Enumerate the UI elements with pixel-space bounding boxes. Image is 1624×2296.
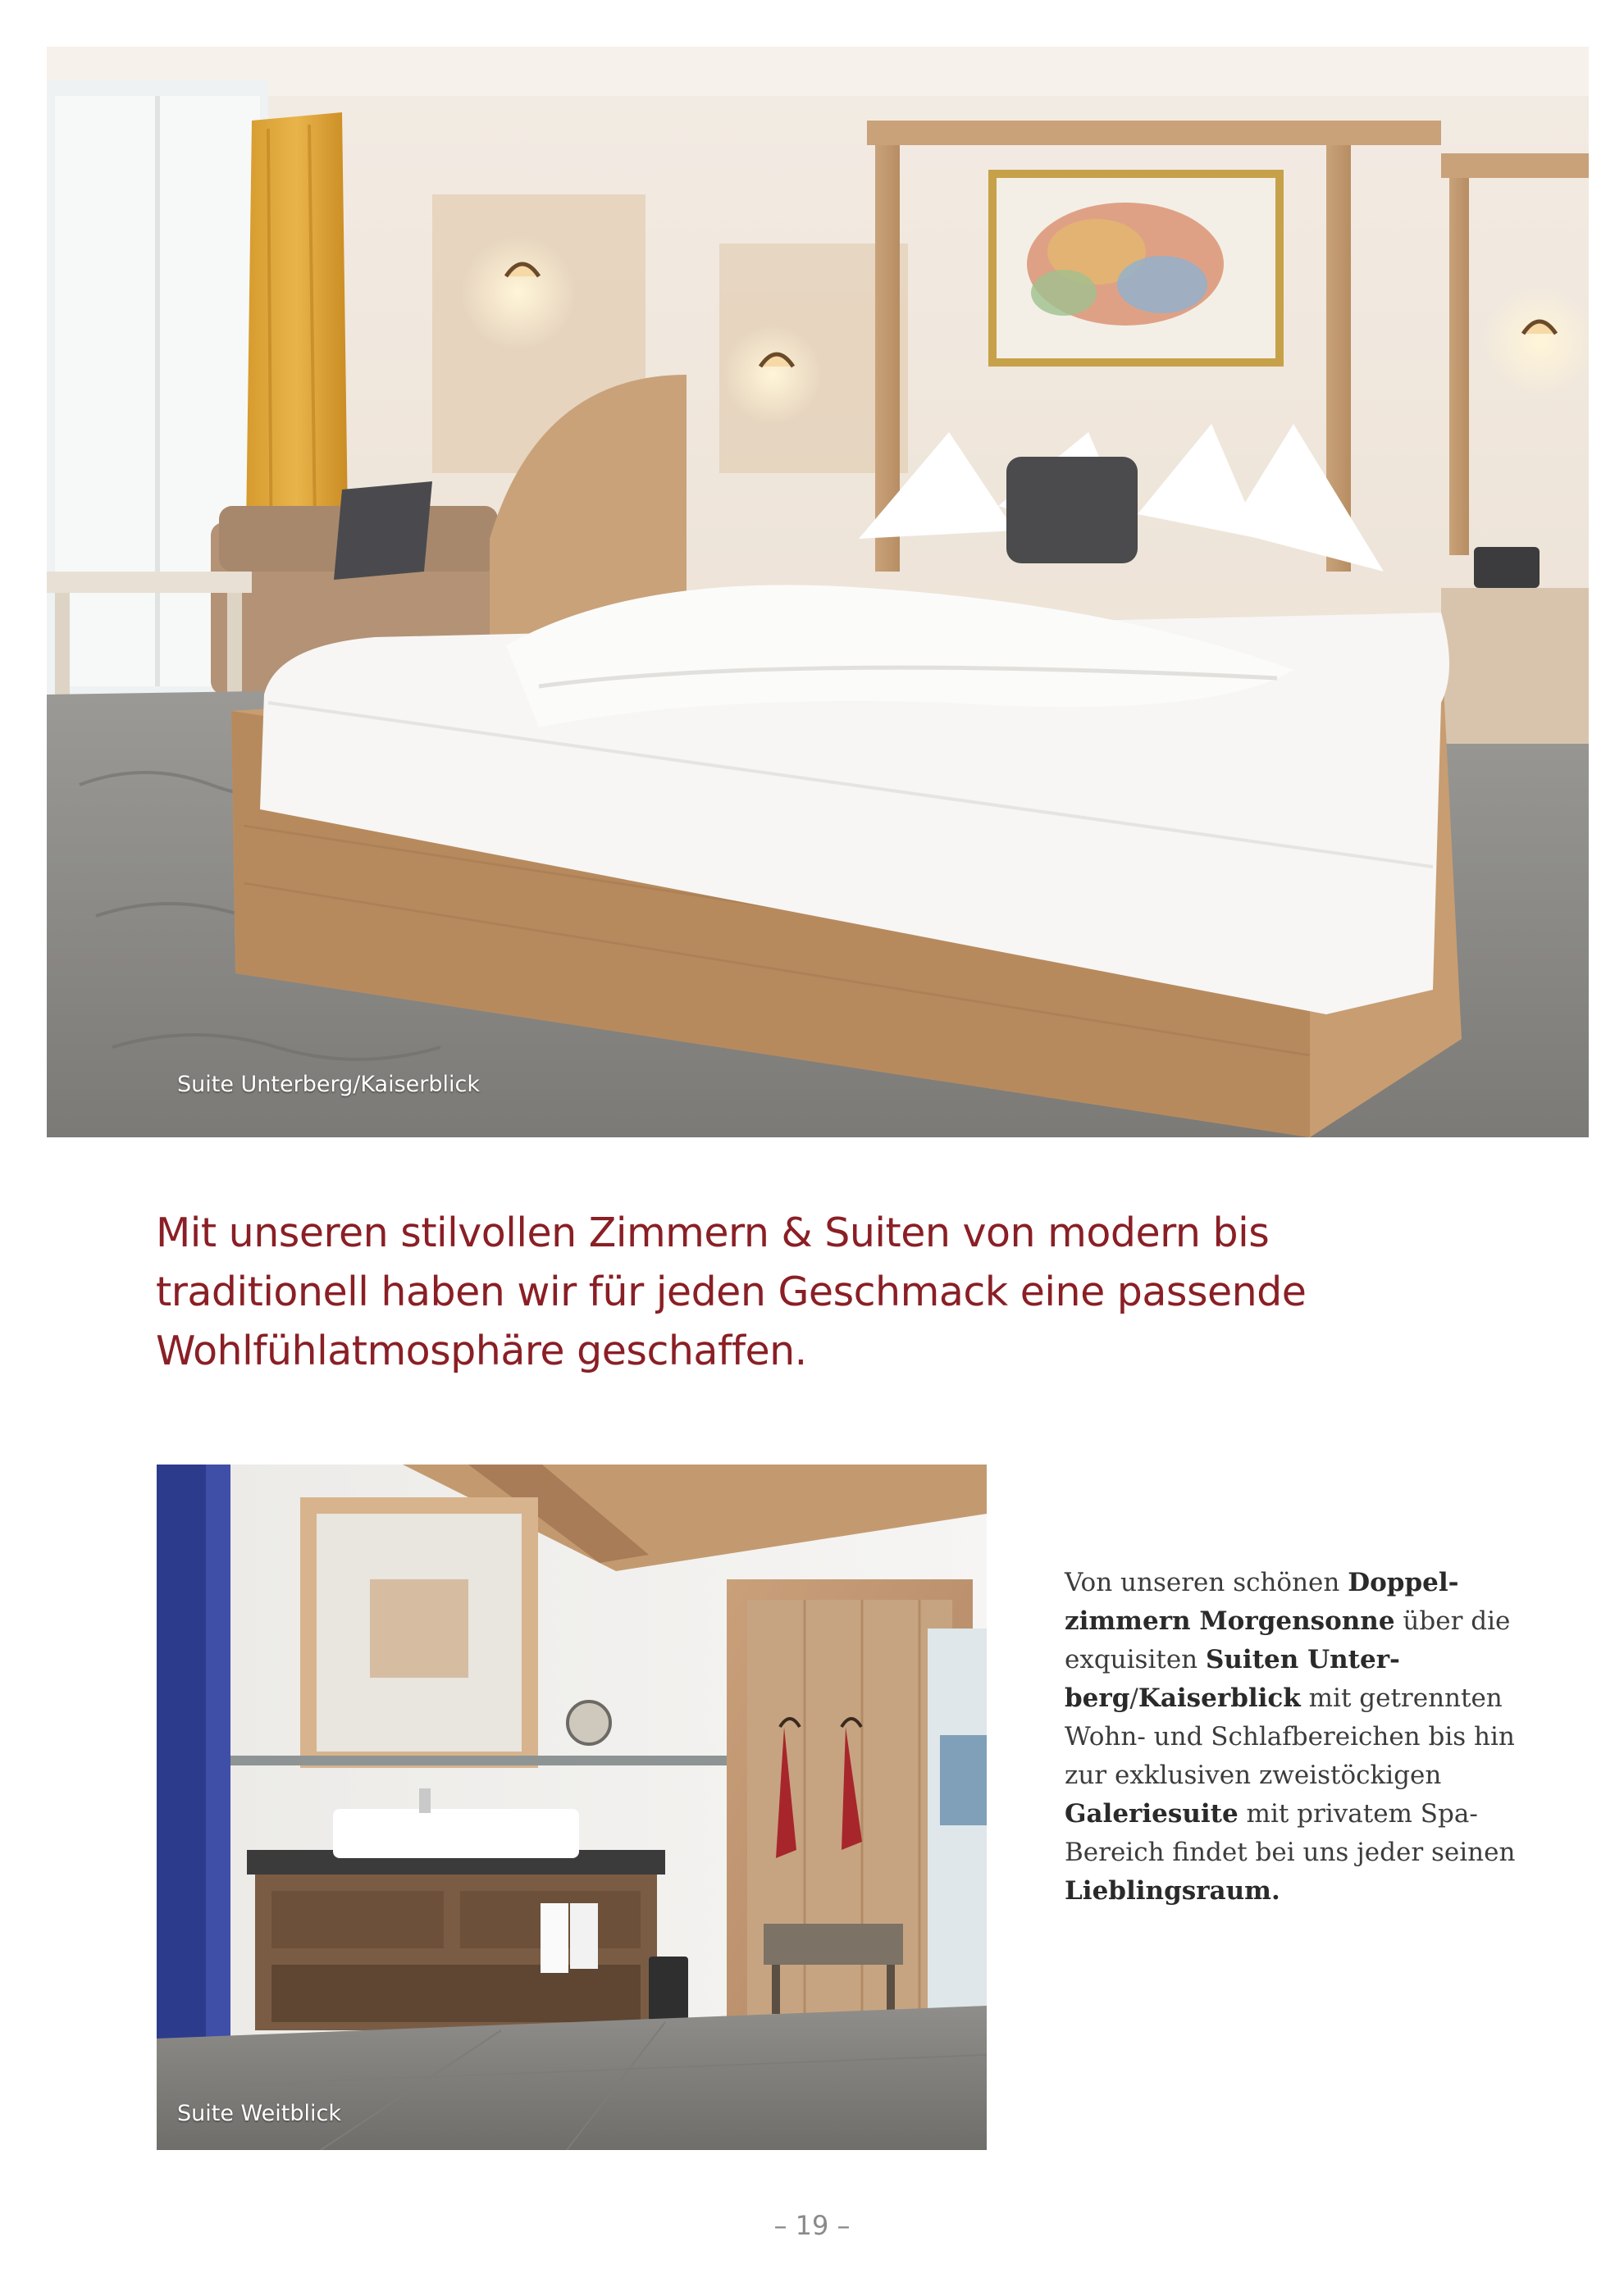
- intro-bold-doppelzimmer: Doppel-zimmern Morgensonne: [1065, 1568, 1459, 1636]
- intro-text-1: Von unseren schönen: [1065, 1568, 1348, 1597]
- hero-photo-illustration: [47, 47, 1589, 1137]
- intro-paragraph: [1065, 1564, 1524, 1911]
- intro-text-3: /: [1129, 1683, 1138, 1713]
- page-number: – 19 –: [773, 2210, 851, 2241]
- bath-photo-illustration: [157, 1465, 987, 2150]
- page-headline: Mit unseren stilvollen Zimmern & Suiten von modern bis traditionell haben wir für jeden Geschmack eine passende Wohlfühlatmosphäre geschaffen.: [156, 1210, 1307, 1374]
- intro-bold-galeriesuite: Galeriesuite: [1065, 1799, 1239, 1829]
- intro-text-4: mit getrennten Wohn- und Schlafbereichen bis hin zur exklusiven zweistöckigen: [1065, 1683, 1515, 1790]
- hero-photo: [47, 47, 1589, 1137]
- intro-text-2: über die exquisiten: [1065, 1606, 1511, 1674]
- intro-bold-lieblingsraum: Lieblingsraum.: [1065, 1876, 1280, 1906]
- bath-photo: [157, 1465, 987, 2150]
- intro-text-5: mit privatem Spa-Bereich findet bei uns jeder seinen: [1065, 1799, 1516, 1867]
- hero-photo-caption: Suite Unterberg/Kaiserblick: [177, 1072, 480, 1097]
- bath-photo-caption: Suite Weitblick: [177, 2101, 341, 2126]
- intro-bold-kaiserblick: Kaiserblick: [1138, 1683, 1301, 1713]
- intro-bold-suiten: Suiten Unter-berg: [1065, 1645, 1400, 1713]
